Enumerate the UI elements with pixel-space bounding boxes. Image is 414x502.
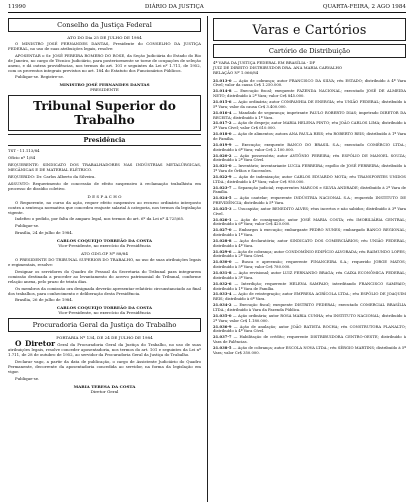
- tst-section: Presidência: [8, 134, 201, 146]
- entry-number: 21.028-8: [213, 238, 232, 244]
- tst-title: Tribunal Superior do Trabalho: [8, 95, 201, 131]
- publication-name: DIÁRIO DA JUSTIÇA: [144, 4, 204, 10]
- tst-line: ASSUNTO: Requerimento de concessão de efeito suspensivo à reclamação trabalhista em processo de dissídio coletivo.: [8, 180, 201, 191]
- entry-number: 21.031-8: [213, 270, 232, 276]
- page-header: [8, 4, 406, 13]
- tst-ato-place-date: Brasília, 26 de julho de 1984.: [15, 297, 73, 303]
- entry-text: Ação revisional; autor LUIZ FERNANDO BRAGA; réu CAIXA ECONÔMICA FEDERAL; distribuído à 3ª Vara.: [213, 271, 406, 280]
- entry-text: Ação ordinária; autor COMPANHIA DE ENERGIA; réu UNIÃO FEDERAL; distribuído à 5ª Vara; valor da causa Cr$ 3.400.000.: [213, 100, 406, 109]
- entry-number: 21.018-0: [213, 131, 232, 137]
- entry-number: 21.017-2: [213, 120, 232, 126]
- distribution-entry: 21.014-8 — Execução fiscal; exequente FAZENDA NACIONAL; executado JOSÉ DE ALMEIDA NETO; distribuído à 2ª Vara; valor Cr$ 845.000.: [213, 88, 406, 99]
- distribution-entry: 21.022-9 — Ação de indenização; autor CARLOS EDUARDO MOTA; réu TRANSPORTES UNIDOS LTDA.; distribuído à 4ª Vara; valor Cr$ 950.000.: [213, 173, 406, 184]
- distribution-entry: 21.028-8 — Ação declaratória; autor SINDICATO DOS COMERCIÁRIOS; réu UNIÃO FEDERAL; distribuído à 4ª Vara.: [213, 238, 406, 248]
- tst-ato-signature: [8, 305, 201, 315]
- distribution-entry: 21.032-6 — Interdição; requerente HELENA SAMPAIO; interditando FRANCISCO SAMPAIO; distribuído à 1ª Vara de Família.: [213, 280, 406, 291]
- entry-number: 21.035-0: [213, 312, 232, 318]
- distribution-intro: [213, 61, 406, 76]
- distribution-entry: 21.019-9 — Execução; exequente BANCO DO BRASIL S.A.; executado COMÉRCIO LTDA.; distribuído à 6ª Vara; valor Cr$ 2.100.000.: [213, 141, 406, 152]
- entry-text: Ação de reintegração; autor EMPRESA AGRÍCOLA LTDA.; réu ESPÓLIO DE JOAQUIM REIS; distribuído à 6ª Vara.: [213, 292, 406, 302]
- entry-number: 21.022-9: [213, 173, 232, 179]
- entry-number: 21.030-0: [213, 259, 232, 265]
- entry-number: 21.019-9: [213, 141, 232, 147]
- distribution-entry: 21.031-8 — Ação revisional; autor LUIZ FERNANDO BRAGA; réu CAIXA ECONÔMICA FEDERAL; distribuído à 3ª Vara.: [213, 270, 406, 280]
- tst-ato-signer-role: Vice-Presidente, no exercício da Presidência: [58, 310, 151, 316]
- entry-number: 21.020-2: [213, 152, 232, 158]
- entry-number: 21.027-0: [213, 227, 232, 233]
- entry-text: Ação possessória; autor ANTÔNIO PEREIRA; réu ESPÓLIO DE MANOEL SOUZA; distribuído à 2ª Vara Cível.: [213, 153, 406, 163]
- pgjt-signature: [8, 384, 201, 394]
- tst-signature: [8, 238, 201, 248]
- intro-line: JUIZ DE DIREITO DISTRIBUIDOR DRA. ANA MARIA CARVALHO: [213, 64, 343, 70]
- cjf-signer-role: PRESIDENTE: [90, 87, 119, 93]
- cjf-footer: Publique-se. Registre-se.: [15, 74, 65, 80]
- distribution-entry: 21.017-2 — Ação de despejo; autor MARIA HELENA PINTO; réu JOÃO CARLOS LIMA; distribuído à 3ª Vara Cível; valor Cr$ 610.000.: [213, 120, 406, 131]
- entry-number: 21.037-7: [213, 334, 232, 340]
- pgjt-heading: PORTARIA Nº 134, DE 24 DE JULHO DE 1984: [56, 335, 153, 341]
- distribution-entry: 21.036-9 — Ação de anulação; autor JOÃO BATISTA ROCHA; réu CONSTRUTORA PLANALTO; distribuído à 4ª Vara Cível.: [213, 323, 406, 334]
- entry-number: 21.023-7: [213, 184, 232, 190]
- distribution-entry: 21.027-0 — Embargos à execução; embargante PEDRO NUNES; embargado BANCO REGIONAL; distribuído à 1ª Vara.: [213, 227, 406, 238]
- pgjt-signer: MARIA TERESA DA COSTA: [73, 383, 136, 389]
- entry-text: Ação de indenização; autor CARLOS EDUARDO MOTA; réu TRANSPORTES UNIDOS LTDA.; distribuído à 4ª Vara; valor Cr$ 950.000.: [213, 174, 406, 184]
- pgjt-title: Procuradoria Geral da Justiça do Trabalho: [8, 318, 201, 332]
- distribution-entry: 21.029-6 — Ação de cobrança; autor CONDOMÍNIO EDIFÍCIO ALVORADA; réu RAIMUNDO LOPES; distribuído à 2ª Vara Cível.: [213, 248, 406, 259]
- intro-line: RELAÇÃO Nº 1.066/84: [213, 69, 259, 75]
- entry-number: 21.032-6: [213, 280, 232, 286]
- distribution-entry: 21.023-7 — Separação judicial; requerentes MARCOS e SILVIA ANDRADE; distribuído à 2ª Vara de Família.: [213, 184, 406, 195]
- entry-text: Inventário; inventariante LUCIA FERREIRA; espólio de JOSÉ FERREIRA; distribuído à 1ª Vara de Órfãos e Sucessões.: [213, 164, 406, 173]
- tst-ato-paragraph: Os membros da comissão ora designada deverão apresentar relatório circunstanciado ao final dos trabalhos, para conhecimento e deliberação desta Presidência.: [8, 285, 201, 296]
- distribution-entry: 21.037-7 — Habilitação de crédito; requerente DISTRIBUIDORA CENTRO-OESTE; distribuído à Vara de Falências.: [213, 334, 406, 344]
- distribution-entry: 21.033-4 — Ação de reintegração; autor EMPRESA AGRÍCOLA LTDA.; réu ESPÓLIO DE JOAQUIM REIS; distribuído à 6ª Vara.: [213, 291, 406, 302]
- entry-text: Ação de despejo; autor MARIA HELENA PINTO; réu JOÃO CARLOS LIMA; distribuído à 3ª Vara Cível; valor Cr$ 610.000.: [213, 121, 406, 131]
- pgjt-signer-role: Diretor Geral: [90, 388, 119, 394]
- entry-text: Execução fiscal; exequente FAZENDA NACIONAL; executado JOSÉ DE ALMEIDA NETO; distribuído à 2ª Vara; valor Cr$ 845.000.: [213, 89, 406, 99]
- tst-signer-role: Vice-Presidente, no exercício da Presidência: [58, 243, 151, 249]
- distribution-entry: 21.024-5 — Ação cautelar; requerente INDÚSTRIA NACIONAL S.A.; requerido INSTITUTO DE PREVIDÊNCIA; distribuído à 5ª Vara.: [213, 195, 406, 206]
- entry-text: Ação declaratória; autor SINDICATO DOS COMERCIÁRIOS; réu UNIÃO FEDERAL; distribuído à 4ª Vara.: [213, 239, 406, 248]
- entry-number: 21.013-0: [213, 77, 232, 83]
- pgjt-footer: Publique-se.: [15, 375, 40, 381]
- left-column: [8, 16, 201, 502]
- entry-number: 21.025-3: [213, 205, 232, 211]
- cjf-act-heading: ATO DO Dia 25 DE JULHO DE 1984: [67, 35, 142, 40]
- entry-text: Ação de alimentos; autora ANA PAULA REIS; réu ROBERTO REIS; distribuído à 1ª Vara de Família.: [213, 132, 406, 141]
- tst-line: REQUERIDO: Dr. Carlos Alberto da Silveira.: [8, 173, 96, 179]
- tst-place-date: Brasília, 24 de julho de 1984.: [15, 230, 73, 236]
- cjf-paragraph: APOSENTAR o Sr. JOSÉ PEREIRA ROMERO DO ROSE, da Seção Judiciária do Estado do Rio de Janeiro, no cargo de Técnico Judiciário, para posteriormente se torne de ocupações de seleção anexo, e dá outras providências, nos termos do art. 101 e seguintes da Lei nº 1.711, de 1952, com os proventos integrais previstos no art. 184 do Estatuto dos Funcionários Públicos.: [8, 52, 201, 73]
- entry-number: 21.016-4: [213, 109, 232, 115]
- tst-despacho-paragraph: O Requerente, no curso da ação, requer efeito suspensivo ao recurso ordinário interposto contra a sentença normativa que concedeu reajuste salarial à categoria, nos termos da legislação vigente.: [8, 199, 201, 215]
- entry-text: Execução fiscal; exequente DISTRITO FEDERAL; executado COMERCIAL BRASÍLIA LTDA.; distribuído à Vara da Fazenda Pública.: [213, 303, 406, 312]
- pgjt-paragraph: [8, 339, 201, 358]
- entry-text: Ação de consignação; autor JOSÉ MARIA COSTA; réu IMOBILIÁRIA CENTRAL; distribuído à 6ª Vara; valor Cr$ 420.000.: [213, 217, 406, 227]
- entry-text: Habilitação de crédito; requerente DISTRIBUIDORA CENTRO-OESTE; distribuído à Vara de Falências.: [213, 335, 406, 344]
- cjf-paragraph: O MINISTRO JOSÉ FERNANDES DANTAS, Presidente do CONSELHO DA JUSTIÇA FEDERAL, no uso de suas atribuições legais, resolve:: [8, 41, 201, 51]
- entry-text: Embargos à execução; embargante PEDRO NUNES; embargado BANCO REGIONAL; distribuído à 1ª Vara.: [213, 228, 406, 238]
- cjf-title: Conselho da Justiça Federal: [8, 18, 201, 32]
- entry-number: 21.015-6: [213, 99, 232, 105]
- entry-number: 21.029-6: [213, 248, 232, 254]
- entry-text: Usucapião; autor BENEDITO ALVES; réus incertos e não sabidos; distribuído à 3ª Vara Cível.: [213, 206, 406, 216]
- entry-number: 21.014-8: [213, 88, 232, 94]
- entry-number: 21.034-2: [213, 302, 232, 308]
- distribution-entry: 21.013-0 — Ação de cobrança; autor FRANCISCO DA SILVA; réu ESTADO; distribuído à 4ª Vara Cível; valor da causa Cr$ 1.250.000.: [213, 77, 406, 88]
- entry-text: Execução; exequente BANCO DO BRASIL S.A.; executado COMÉRCIO LTDA.; distribuído à 6ª Vara; valor Cr$ 2.100.000.: [213, 142, 406, 152]
- varas-title: Varas e Cartórios: [213, 18, 406, 41]
- distribution-entry: 21.025-3 — Usucapião; autor BENEDITO ALVES; réus incertos e não sabidos; distribuído à 3ª Vara Cível.: [213, 205, 406, 216]
- distribution-entry: 21.035-0 — Ação ordinária; autor ROSA MARIA CUNHA; réu INSTITUTO NACIONAL; distribuído à 2ª Vara; valor Cr$ 1.180.000.: [213, 312, 406, 323]
- pgjt-paragraph-text: Geral da Procuradoria Geral da Justiça do Trabalho, no uso de suas atribuições legais, resolve conceder aposentadoria, nos termos do art. 101 e seguintes da Lei nº 1.711, de 28 de outubro de 1952, ao servidor da Procuradoria Geral da Justiça do Trabalho.: [8, 342, 201, 358]
- tst-line: REQUERENTE: SINDICATO DOS TRABALHADORES NAS INDÚSTRIAS METALÚRGICAS, MECÂNICAS E DE MATERIAL ELÉTRICO.: [8, 162, 201, 173]
- tst-signer: CARLOS COQUEIJO TORREÃO DA COSTA: [56, 238, 153, 244]
- entry-text: Mandado de segurança; impetrante PAULO ROBERTO DIAS; impetrado DIRETOR DA RECEITA; distribuído à 1ª Vara.: [213, 110, 406, 120]
- cjf-signature: [8, 82, 201, 92]
- tst-ato-signer: CARLOS COQUEIJO TORREÃO DA COSTA: [56, 305, 153, 311]
- entry-number: 21.038-5: [213, 344, 232, 350]
- cjf-signer: MINISTRO JOSÉ FERNANDES DANTAS: [59, 82, 150, 88]
- entry-text: Ação de anulação; autor JOÃO BATISTA ROCHA; réu CONSTRUTORA PLANALTO; distribuído à 4ª Vara Cível.: [213, 324, 406, 334]
- tst-despacho-label: D E S P A C H O: [87, 193, 122, 199]
- distribution-list: [213, 79, 406, 356]
- pgjt-lead-word: O Diretor: [15, 339, 56, 349]
- tst-ato-paragraph: Designar os servidores do Quadro de Pessoal da Secretaria do Tribunal para integrarem comissão destinada a proceder ao levantamento do acervo patrimonial do Tribunal, conforme relação anexa, pelo prazo de trinta dias.: [8, 268, 201, 284]
- distribution-entry: 21.016-4 — Mandado de segurança; impetrante PAULO ROBERTO DIAS; impetrado DIRETOR DA RECEITA; distribuído à 1ª Vara.: [213, 109, 406, 120]
- entry-text: Interdição; requerente HELENA SAMPAIO; interditando FRANCISCO SAMPAIO; distribuído à 1ª Vara de Família.: [213, 281, 406, 291]
- distribution-entry: 21.034-2 — Execução fiscal; exequente DISTRITO FEDERAL; executado COMERCIAL BRASÍLIA LTDA.; distribuído à Vara da Fazenda Pública.: [213, 302, 406, 312]
- entry-text: Busca e apreensão; requerente FINANCEIRA S.A.; requerido JORGE MATOS; distribuído à 5ª Vara; valor Cr$ 780.000.: [213, 260, 406, 270]
- tst-ato-paragraph: O PRESIDENTE DO TRIBUNAL SUPERIOR DO TRABALHO, no uso de suas atribuições legais e regimentais, resolve:: [8, 257, 201, 268]
- tst-despacho-paragraph: Indefiro o pedido, por falta de amparo legal, nos termos do art. 6º da Lei nº 4.725/65.: [15, 216, 185, 222]
- page-number: 11990: [8, 4, 26, 10]
- entry-number: 21.026-1: [213, 216, 232, 222]
- distribution-entry: 21.020-2 — Ação possessória; autor ANTÔNIO PEREIRA; réu ESPÓLIO DE MANOEL SOUZA; distribuído à 2ª Vara Cível.: [213, 152, 406, 163]
- tst-ato-heading: ATO GDG.GP Nº 88/84: [80, 251, 129, 257]
- entry-number: 21.024-5: [213, 195, 232, 201]
- entry-number: 21.033-4: [213, 291, 232, 297]
- publication-date: QUARTA-FEIRA, 2 AGO 1984: [322, 4, 406, 10]
- entry-text: Separação judicial; requerentes MARCOS e SILVIA ANDRADE; distribuído à 2ª Vara de Família.: [213, 185, 406, 195]
- cartorio-title: Cartório de Distribuição: [213, 44, 406, 58]
- distribution-entry: 21.038-5 — Ação de cobrança; autor ESCOLA NOVA LTDA.; réu SÉRGIO MARTINS; distribuído à 5ª Vara; valor Cr$ 350.000.: [213, 344, 406, 355]
- distribution-entry: 21.030-0 — Busca e apreensão; requerente FINANCEIRA S.A.; requerido JORGE MATOS; distribuído à 5ª Vara; valor Cr$ 780.000.: [213, 259, 406, 270]
- entry-text: Ação de cobrança; autor FRANCISCO DA SILVA; réu ESTADO; distribuído à 4ª Vara Cível; valor da causa Cr$ 1.250.000.: [213, 78, 406, 88]
- right-column: [207, 16, 406, 502]
- entry-number: 21.021-0: [213, 163, 232, 169]
- distribution-entry: 21.018-0 — Ação de alimentos; autora ANA PAULA REIS; réu ROBERTO REIS; distribuído à 1ª Vara de Família.: [213, 131, 406, 141]
- intro-line: 4ª VARA DA JUSTIÇA FEDERAL EM BRASÍLIA - DF: [213, 60, 316, 65]
- distribution-entry: 21.026-1 — Ação de consignação; autor JOSÉ MARIA COSTA; réu IMOBILIÁRIA CENTRAL; distribuído à 6ª Vara; valor Cr$ 420.000.: [213, 216, 406, 227]
- entry-text: Ação ordinária; autor ROSA MARIA CUNHA; réu INSTITUTO NACIONAL; distribuído à 2ª Vara; valor Cr$ 1.180.000.: [213, 313, 406, 323]
- distribution-entry: 21.015-6 — Ação ordinária; autor COMPANHIA DE ENERGIA; réu UNIÃO FEDERAL; distribuído à 5ª Vara; valor da causa Cr$ 3.400.000.: [213, 99, 406, 109]
- entry-number: 21.036-9: [213, 323, 232, 329]
- tst-process-ref: TST - 11.113/84: [8, 148, 40, 154]
- pgjt-paragraph: Declarar vago, a partir da data de publicação, o cargo de Assistente Judiciário do Quadro Permanente, decorrente da aposentadoria concedida ao servidor, na forma da legislação em vigor.: [8, 359, 201, 374]
- distribution-entry: 21.021-0 — Inventário; inventariante LUCIA FERREIRA; espólio de JOSÉ FERREIRA; distribuído à 1ª Vara de Órfãos e Sucessões.: [213, 163, 406, 173]
- entry-text: Ação de cobrança; autor ESCOLA NOVA LTDA.; réu SÉRGIO MARTINS; distribuído à 5ª Vara; valor Cr$ 350.000.: [213, 345, 406, 355]
- entry-text: Ação cautelar; requerente INDÚSTRIA NACIONAL S.A.; requerido INSTITUTO DE PREVIDÊNCIA; distribuído à 5ª Vara.: [213, 196, 406, 206]
- entry-text: Ação de cobrança; autor CONDOMÍNIO EDIFÍCIO ALVORADA; réu RAIMUNDO LOPES; distribuído à 2ª Vara Cível.: [213, 249, 406, 259]
- tst-process-ref2: Ofício nº 1/84: [8, 155, 36, 161]
- tst-despacho-paragraph: Publique-se.: [15, 223, 40, 229]
